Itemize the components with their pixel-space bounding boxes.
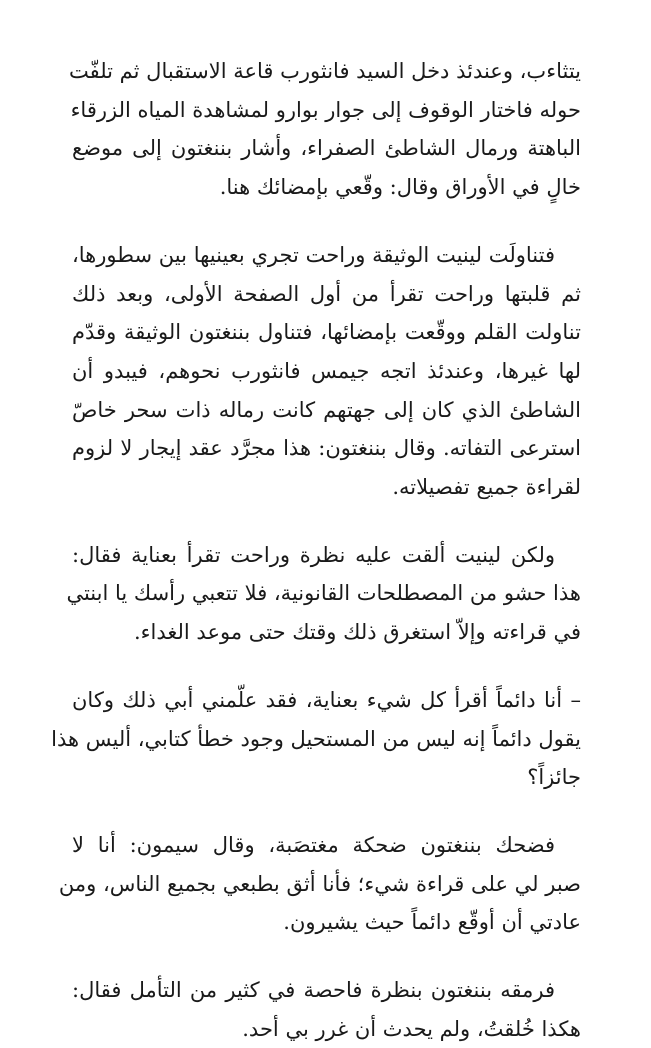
text-line: جائزاً؟	[527, 765, 581, 790]
text-line: فضحك بننغتون ضحكة مغتصَبة، وقال سيمون: أنا لا	[72, 832, 555, 857]
text-line: – أنا دائماً أقرأ كل شيء بعناية، فقد علّمني أبي ذلك وكان	[72, 687, 581, 712]
paragraph-1	[68, 52, 581, 207]
text-line: لقراءة جميع تفصيلاته.	[392, 475, 581, 500]
book-page	[51, 52, 581, 1041]
text-line: هكذا خُلقتُ، ولم يحدث أن غرر بي أحد.	[242, 1016, 581, 1041]
text-line: الباهتة ورمال الشاطئ الصفراء، وأشار بننغتون إلى موضع	[72, 136, 581, 161]
text-line: استرعى التفاته. وقال بننغتون: هذا مجرَّد عقد إيجار لا لزوم	[72, 436, 581, 461]
text-line: في قراءته وإلاّ استغرق ذلك وقتك حتى موعد الغداء.	[133, 620, 581, 645]
text-line: لها غيرها، وعندئذ اتجه جيمس فانثورب نحوهم، فيبدو أن	[72, 358, 581, 383]
text-line: خالٍ في الأوراق وقال: وقّعي بإمضائك هنا.	[219, 175, 581, 200]
text-line: هذا حشو من المصطلحات القانونية، فلا تتعبي رأسك يا ابنتي	[66, 581, 581, 606]
text-line: حوله فاختار الوقوف إلى جوار بوارو لمشاهدة المياه الزرقاء	[70, 97, 581, 122]
text-line: تناولت القلم ووقّعت بإمضائها، فتناول بننغتون الوثيقة وقدّم	[72, 320, 581, 345]
text-line: صبر لي على قراءة شيء؛ فأنا أثق بطبعي بجميع الناس، ومن	[58, 871, 581, 896]
paragraph-4	[51, 681, 581, 797]
text-line: ولكن لينيت ألقت عليه نظرة وراحت تقرأ بعناية فقال:	[72, 542, 555, 567]
text-line: فتناولَت لينيت الوثيقة وراحت تجري بعينيها بين سطورها،	[72, 242, 555, 267]
text-line: يتثاءب، وعندئذ دخل السيد فانثورب قاعة الاستقبال ثم تلفّت	[68, 59, 581, 83]
text-line: عادتي أن أوقّع دائماً حيث يشيرون.	[283, 910, 581, 935]
paragraph-5	[58, 826, 581, 942]
paragraph-2	[72, 236, 581, 507]
text-line: ثم قلبتها وراحت تقرأ من أول الصفحة الأولى، وبعد ذلك	[72, 281, 581, 306]
paragraph-6	[72, 971, 581, 1048]
text-line: فرمقه بننغتون بنظرة فاحصة في كثير من التأمل فقال:	[72, 978, 555, 1003]
text-line: الشاطئ الذي كان إلى جهتهم كانت رماله ذات سحر خاصّ	[72, 397, 581, 422]
paragraph-3	[66, 536, 581, 652]
text-line: يقول دائماً إنه ليس من المستحيل وجود خطأ كتابي، أليس هذا	[51, 726, 581, 751]
